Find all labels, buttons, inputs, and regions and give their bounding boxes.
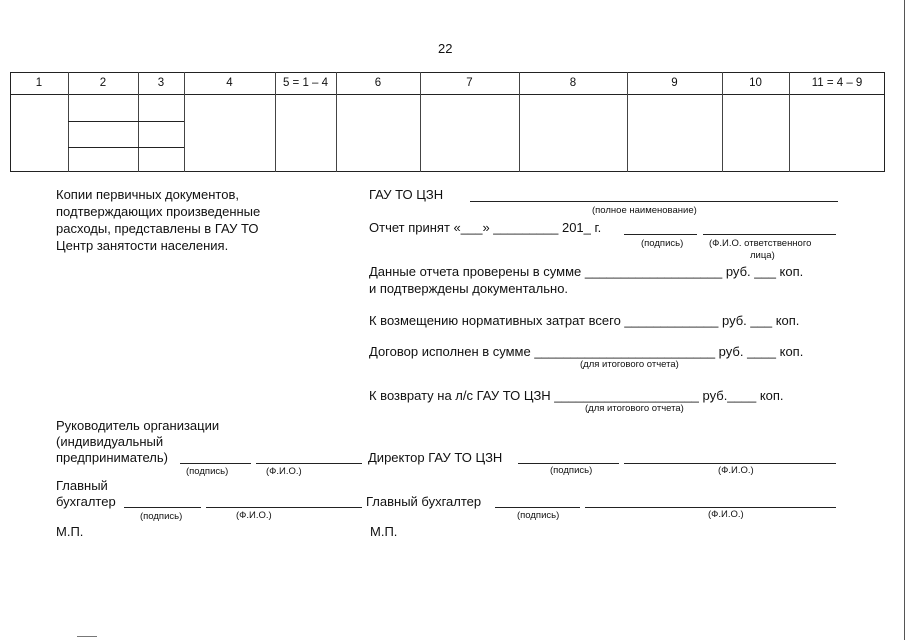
accountant-label-1: Главный xyxy=(56,478,108,493)
chief-accountant-label: Главный бухгалтер xyxy=(366,494,482,509)
table-header-11: 11 = 4 – 9 xyxy=(811,77,863,89)
refund-line: К возврату на л/с ГАУ ТО ЦЗН ____________________ руб.____ коп. xyxy=(369,388,784,403)
reimbursement-line: К возмещению нормативных затрат всего _____________ руб. ___ коп. xyxy=(369,313,800,328)
director-label: Директор ГАУ ТО ЦЗН xyxy=(368,450,503,465)
accepted-fio-field[interactable] xyxy=(703,234,836,235)
refund-final-report-caption: (для итогового отчета) xyxy=(585,403,684,414)
head-signature-caption: (подпись) xyxy=(186,466,229,477)
table-header-9: 9 xyxy=(671,77,678,89)
accepted-signature-caption: (подпись) xyxy=(641,238,684,249)
table-header-2: 2 xyxy=(99,77,107,89)
stamp-left: М.П. xyxy=(56,524,84,539)
head-label-1: Руководитель организации xyxy=(56,418,220,433)
director-signature-field[interactable] xyxy=(518,463,619,464)
director-fio-field[interactable] xyxy=(624,463,836,464)
checked-confirmed-line: и подтверждены документально. xyxy=(369,281,569,296)
chief-accountant-signature-field[interactable] xyxy=(495,507,580,508)
page-number: 22 xyxy=(438,41,453,56)
head-label-2: (индивидуальный xyxy=(56,434,164,449)
accountant-fio-field[interactable] xyxy=(206,507,362,508)
table-header-8: 8 xyxy=(569,77,577,89)
table-header-10: 10 xyxy=(749,77,762,89)
checked-amount-line: Данные отчета проверены в сумме ___________________ руб. ___ коп. xyxy=(369,264,804,279)
head-fio-field[interactable] xyxy=(256,463,362,464)
table-header-divider xyxy=(10,94,885,95)
accountant-label-2: бухгалтер xyxy=(56,494,116,509)
head-label-3: предприниматель) xyxy=(56,450,168,465)
table-header-1: 1 xyxy=(35,77,43,89)
contract-final-report-caption: (для итогового отчета) xyxy=(580,359,679,370)
accountant-fio-caption: (Ф.И.О.) xyxy=(236,510,272,521)
table-header-4: 4 xyxy=(226,77,233,89)
accountant-signature-field[interactable] xyxy=(124,507,201,508)
accepted-signature-field[interactable] xyxy=(624,234,697,235)
fio-responsible-caption-2: лица) xyxy=(750,250,775,261)
accountant-signature-caption: (подпись) xyxy=(140,511,183,522)
contract-line: Договор исполнен в сумме _________________________ руб. ____ коп. xyxy=(369,344,804,359)
director-signature-caption: (подпись) xyxy=(550,465,593,476)
table-header-5: 5 = 1 – 4 xyxy=(282,77,329,89)
full-name-caption: (полное наименование) xyxy=(592,205,697,216)
report-accepted-line: Отчет принят «___» _________ 201_ г. xyxy=(369,220,602,235)
table-header-3: 3 xyxy=(157,77,165,89)
stamp-right: М.П. xyxy=(370,524,398,539)
table-header-6: 6 xyxy=(374,77,382,89)
director-fio-caption: (Ф.И.О.) xyxy=(718,465,754,476)
scan-mark xyxy=(77,636,97,637)
table-header-7: 7 xyxy=(466,77,473,89)
chief-accountant-fio-field[interactable] xyxy=(585,507,836,508)
head-fio-caption: (Ф.И.О.) xyxy=(266,466,302,477)
head-signature-field[interactable] xyxy=(180,463,251,464)
chief-accountant-fio-caption: (Ф.И.О.) xyxy=(708,509,744,520)
gau-label: ГАУ ТО ЦЗН xyxy=(369,187,444,202)
fio-responsible-caption: (Ф.И.О. ответственного xyxy=(709,238,812,249)
chief-accountant-signature-caption: (подпись) xyxy=(517,510,560,521)
gau-full-name-field[interactable] xyxy=(470,201,838,202)
